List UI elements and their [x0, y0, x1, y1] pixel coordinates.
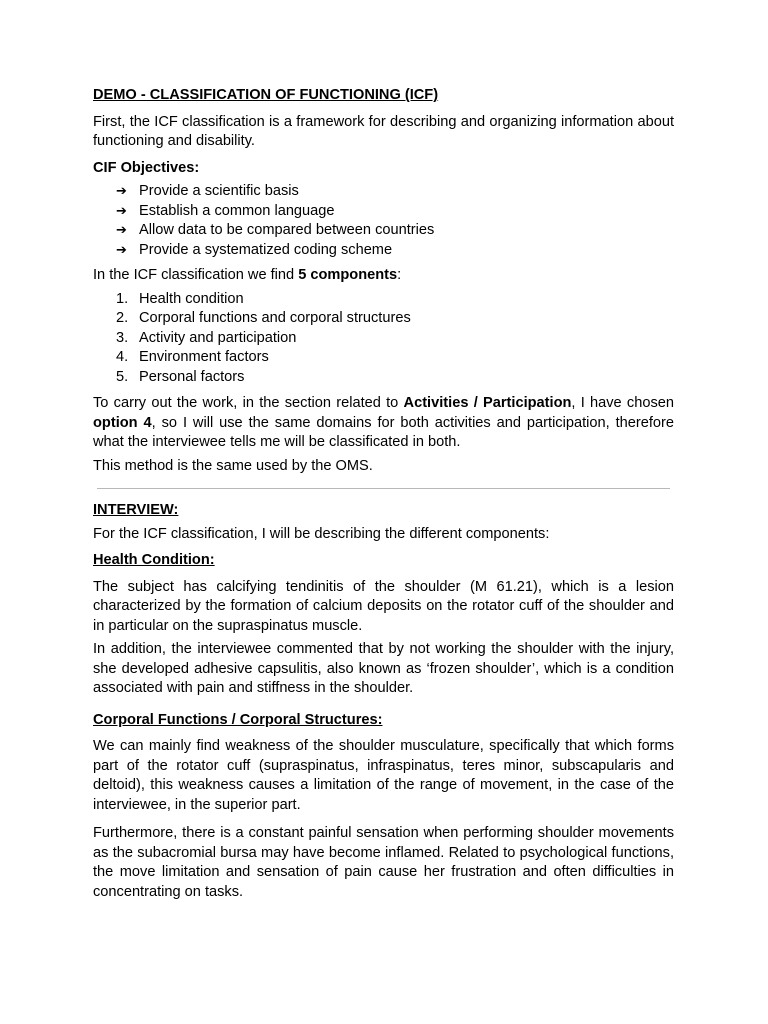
- method-paragraph: This method is the same used by the OMS.: [93, 457, 373, 474]
- list-item: ➔ Provide a scientific basis: [93, 182, 674, 202]
- interview-intro: For the ICF classification, I will be describing the different components:: [93, 525, 550, 542]
- corporal-paragraph-1: We can mainly find weakness of the shoulder musculature, specifically that which forms part of the rotator cuff (supraspinatus, infraspinatus, teres minor, subscapularis and deltoid), this weakness causes a limitation of the range of movement, in the case of the interviewee, in the superior part.: [93, 738, 674, 813]
- section-divider: [97, 488, 670, 489]
- interview-heading: INTERVIEW:: [93, 502, 179, 518]
- health-condition-paragraph-1: The subject has calcifying tendinitis of the shoulder (M 61.21), which is a lesion characterized by the formation of calcium deposits on the rotator cuff of the shoulder and in particular on the supraspinatus muscle.: [93, 578, 674, 634]
- list-item: 4. Environment factors: [116, 349, 269, 365]
- components-lead: In the ICF classification we find 5 components:: [93, 267, 402, 283]
- arrow-right-icon: ➔: [116, 242, 127, 258]
- document-page: [93, 86, 674, 902]
- intro-paragraph: First, the ICF classification is a framework for describing and organizing information about functioning and disability.: [93, 113, 674, 149]
- health-condition-heading: Health Condition:: [93, 552, 215, 568]
- list-item: ➔ Allow data to be compared between countries: [93, 221, 674, 241]
- list-item: 1. Health condition: [116, 290, 244, 307]
- corporal-heading: Corporal Functions / Corporal Structures:: [93, 711, 383, 728]
- list-item: 3. Activity and participation: [116, 329, 297, 346]
- arrow-right-icon: ➔: [116, 223, 127, 238]
- health-condition-paragraph-2: In addition, the interviewee commented that by not working the shoulder with the injury, she developed adhesive capsulitis, also known as ‘frozen shoulder’, which is a condition associated with pain and stiffness in the shoulder.: [93, 641, 674, 696]
- components-list: [93, 290, 674, 388]
- list-item: 5. Personal factors: [116, 368, 245, 385]
- list-item: ➔ Establish a common language: [93, 202, 674, 222]
- list-item: ➔ Provide a systematized coding scheme: [93, 241, 674, 261]
- document-title: DEMO - CLASSIFICATION OF FUNCTIONING (ICF): [93, 87, 439, 103]
- objectives-list: [93, 182, 674, 260]
- list-item: 2. Corporal functions and corporal structures: [116, 310, 411, 326]
- corporal-paragraph-2: Furthermore, there is a constant painful sensation when performing shoulder movements as the subacromial bursa may have become inflamed. Related to psychological functions, the move limitation and sensation of pain cause her frustration and often difficulties in concentrating on tasks.: [93, 825, 674, 900]
- objectives-heading: CIF Objectives:: [93, 159, 200, 176]
- arrow-right-icon: ➔: [116, 203, 127, 219]
- arrow-right-icon: ➔: [116, 184, 127, 199]
- work-paragraph: To carry out the work, in the section related to Activities / Participation, I have chosen option 4, so I will use the same domains for both activities and participation, therefore what the interviewee tells me will be classificated in both.: [93, 395, 675, 450]
